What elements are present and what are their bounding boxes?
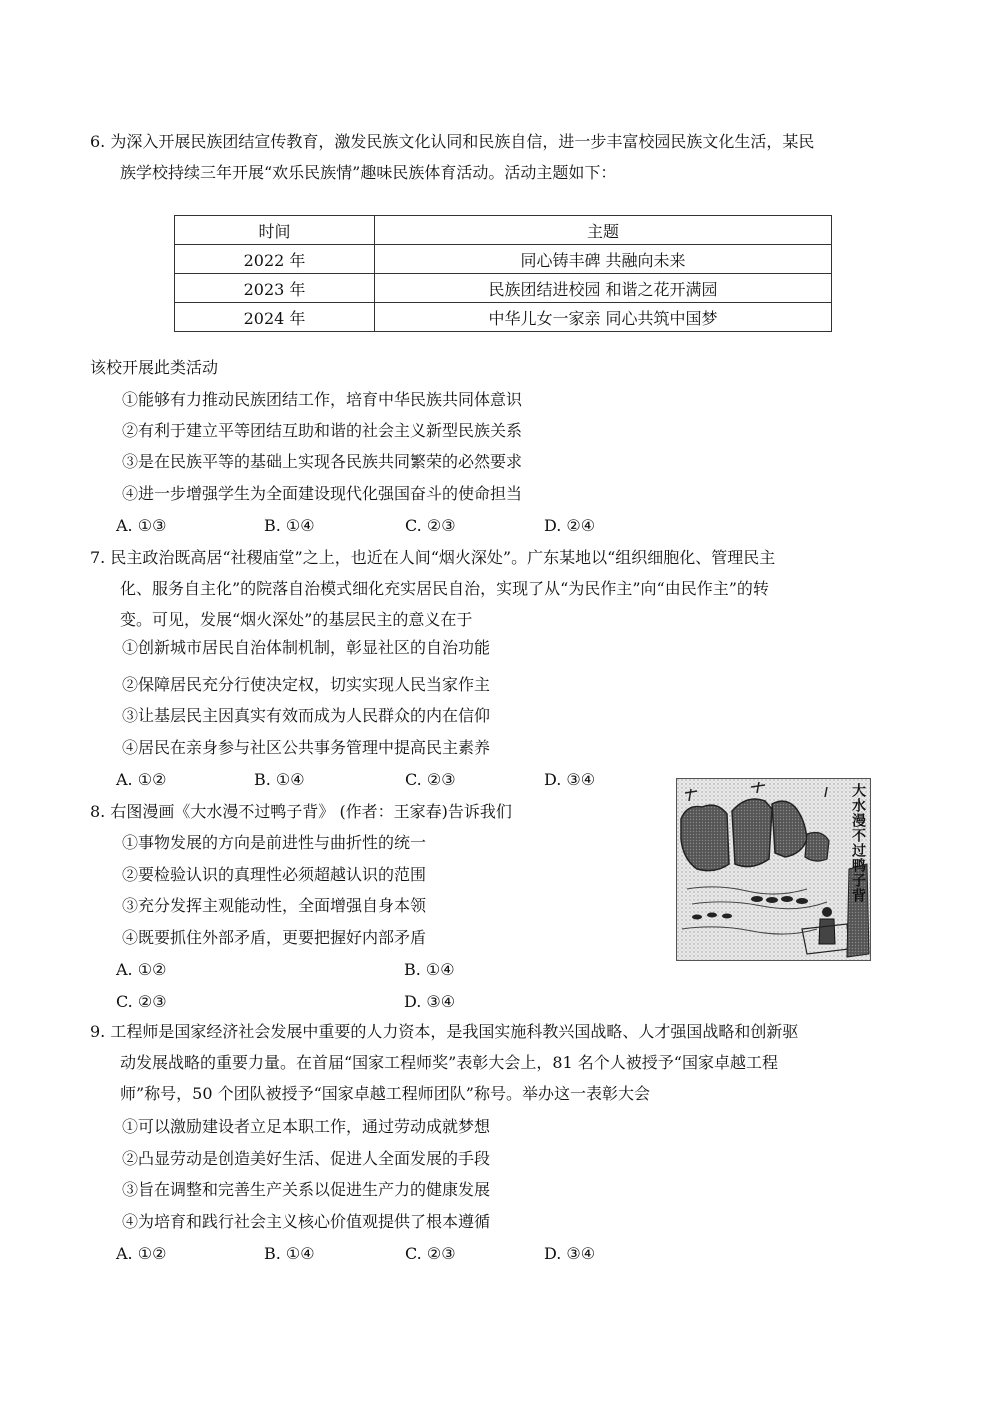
option-c[interactable]: C. ②③ xyxy=(405,1244,456,1263)
question-8-item-4: ④既要抓住外部矛盾，更要把握好内部矛盾 xyxy=(122,928,427,947)
option-b[interactable]: B. ①④ xyxy=(404,960,455,979)
question-9-item-2: ②凸显劳动是创造美好生活、促进人全面发展的手段 xyxy=(122,1149,491,1168)
question-9-stem-line2: 动发展战略的重要力量。在首届“国家工程师奖”表彰大会上，81 名个人被授予“国家卓越工程 xyxy=(120,1053,778,1072)
question-6-item-3: ③是在民族平等的基础上实现各民族共同繁荣的必然要求 xyxy=(122,452,523,471)
question-8-stem: 8. 右图漫画《大水漫不过鸭子背》 (作者：王家春)告诉我们 xyxy=(90,802,512,821)
table-row xyxy=(175,245,832,274)
question-6-item-2: ②有利于建立平等团结互助和谐的社会主义新型民族关系 xyxy=(122,421,523,440)
table-cell-year: 2023 年 xyxy=(175,274,375,303)
option-d[interactable]: D. ②④ xyxy=(544,516,596,535)
question-7-item-4: ④居民在亲身参与社区公共事务管理中提高民主素养 xyxy=(122,738,491,757)
question-6-stem-line2: 族学校持续三年开展“欢乐民族情”趣味民族体育活动。活动主题如下： xyxy=(120,163,617,182)
question-8-item-1: ①事物发展的方向是前进性与曲折性的统一 xyxy=(122,833,427,852)
question-7-stem-line2: 化、服务自主化”的院落自治模式细化充实居民自治，实现了从“为民作主”向“由民作主”的转 xyxy=(120,579,769,598)
option-c[interactable]: C. ②③ xyxy=(405,516,456,535)
question-8-item-3: ③充分发挥主观能动性，全面增强自身本领 xyxy=(122,896,427,915)
question-7-item-2: ②保障居民充分行使决定权，切实实现人民当家作主 xyxy=(122,675,491,694)
cartoon-drawing xyxy=(677,779,870,960)
table-cell-theme: 民族团结进校园 和谐之花开满园 xyxy=(375,274,832,303)
question-6-stem-line1: 6. 为深入开展民族团结宣传教育，激发民族文化认同和民族自信，进一步丰富校园民族文化生活，某民 xyxy=(90,132,815,151)
question-7-stem-line3: 变。可见，发展“烟火深处”的基层民主的意义在于 xyxy=(120,610,473,629)
option-d[interactable]: D. ③④ xyxy=(544,770,596,789)
question-6 xyxy=(90,126,890,188)
option-b[interactable]: B. ①④ xyxy=(264,1244,315,1263)
question-7-item-1: ①创新城市居民自治体制机制，彰显社区的自治功能 xyxy=(122,638,491,657)
table-row xyxy=(175,303,832,332)
question-9-item-1: ①可以激励建设者立足本职工作，通过劳动成就梦想 xyxy=(122,1117,491,1136)
question-6-item-1: ①能够有力推动民族团结工作，培育中华民族共同体意识 xyxy=(122,390,523,409)
table-header-theme: 主题 xyxy=(375,216,832,245)
table-header-time: 时间 xyxy=(175,216,375,245)
option-d[interactable]: D. ③④ xyxy=(404,992,456,1011)
option-a[interactable]: A. ①③ xyxy=(116,516,167,535)
question-9 xyxy=(90,1016,890,1109)
option-a[interactable]: A. ①② xyxy=(116,1244,167,1263)
option-d[interactable]: D. ③④ xyxy=(544,1244,596,1263)
activity-theme-table xyxy=(174,215,832,332)
table-cell-year: 2024 年 xyxy=(175,303,375,332)
cartoon-image xyxy=(676,778,871,961)
option-b[interactable]: B. ①④ xyxy=(254,770,305,789)
question-7-item-3: ③让基层民主因真实有效而成为人民群众的内在信仰 xyxy=(122,706,491,725)
question-9-stem-line1: 9. 工程师是国家经济社会发展中重要的人力资本，是我国实施科教兴国战略、人才强国战略和创新驱 xyxy=(90,1022,799,1041)
option-a[interactable]: A. ①② xyxy=(116,770,167,789)
option-c[interactable]: C. ②③ xyxy=(405,770,456,789)
question-8-item-2: ②要检验认识的真理性必须超越认识的范围 xyxy=(122,865,427,884)
question-9-item-4: ④为培育和践行社会主义核心价值观提供了根本遵循 xyxy=(122,1212,491,1231)
option-a[interactable]: A. ①② xyxy=(116,960,167,979)
table-cell-year: 2022 年 xyxy=(175,245,375,274)
table-cell-theme: 同心铸丰碑 共融向未来 xyxy=(375,245,832,274)
option-b[interactable]: B. ①④ xyxy=(264,516,315,535)
cartoon-title: 大水漫不过鸭子背 xyxy=(850,783,866,903)
table-header-row xyxy=(175,216,832,245)
question-7-stem-line1: 7. 民主政治既高居“社稷庙堂”之上，也近在人间“烟火深处”。广东某地以“组织细胞化、管理民主 xyxy=(90,548,776,567)
question-6-item-4: ④进一步增强学生为全面建设现代化强国奋斗的使命担当 xyxy=(122,484,523,503)
table-cell-theme: 中华儿女一家亲 同心共筑中国梦 xyxy=(375,303,832,332)
table-row xyxy=(175,274,832,303)
question-9-stem-line3: 师”称号，50 个团队被授予“国家卓越工程师团队”称号。举办这一表彰大会 xyxy=(120,1084,650,1103)
question-7 xyxy=(90,542,890,635)
option-c[interactable]: C. ②③ xyxy=(116,992,167,1011)
question-6-lead: 该校开展此类活动 xyxy=(90,358,219,377)
question-9-item-3: ③旨在调整和完善生产关系以促进生产力的健康发展 xyxy=(122,1180,491,1199)
